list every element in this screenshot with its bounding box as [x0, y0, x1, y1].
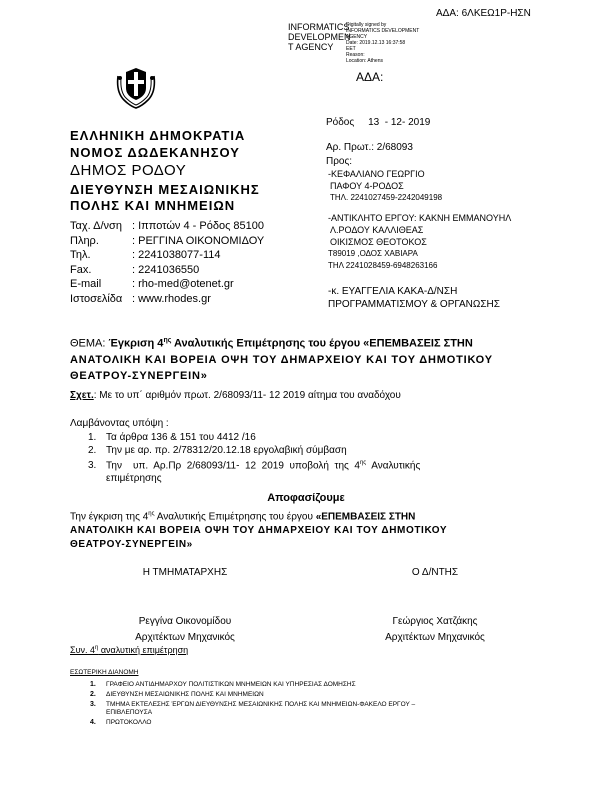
list-item	[88, 444, 558, 457]
decision-sup: ης	[148, 511, 155, 517]
list-item	[90, 718, 415, 728]
contact-website[interactable]: : www.rhodes.gr	[132, 292, 211, 305]
decision-line-2: ΑΝΑΤΟΛΙΚΗ ΚΑΙ ΒΟΡΕΙΑ ΟΨΗ ΤΟΥ ΔΗΜΑΡΧΕΙΟΥ ΚΑΙ ΤΟΥ ΔΗΜΟΤΙΚΟΥ	[70, 525, 448, 537]
item-number: 1.	[88, 432, 97, 443]
right-signatory-title: Ο Δ/ΝΤΗΣ	[411, 567, 459, 578]
item-number: 3.	[88, 460, 97, 472]
contact-row	[70, 292, 264, 307]
decision-block	[70, 507, 447, 552]
recipient-2-line: Τ89019 ,ΟΔΟΣ ΧΑΒΙΑΡΑ	[328, 249, 418, 258]
contact-value: : ΡΕΓΓΙΝΑ ΟΙΚΟΝΟΜΙΔΟΥ	[132, 234, 265, 247]
subject-label: ΘΕΜΑ:	[70, 337, 109, 350]
recipient-2-line: ΤΗΛ 2241028459-6948263166	[328, 261, 438, 270]
left-signatory-role: Αρχιτέκτων Μηχανικός	[135, 632, 235, 643]
recipient-1-line: ΠΑΦΟΥ 4-ΡΟΔΟΣ	[330, 181, 404, 191]
sig-line-2: INFORMATICS DEVELOPMENT	[346, 28, 420, 34]
subject-text-post: Αναλυτικής Επιμέτρησης του έργου «ΕΠΕΜΒΑΣΕΙΣ ΣΤΗΝ	[171, 337, 473, 350]
right-signatory-role: Αρχιτέκτων Μηχανικός	[385, 632, 485, 643]
subject-line-1	[70, 333, 493, 352]
contact-value: : 2241036550	[132, 263, 200, 276]
protocol-number: Αρ. Πρωτ.: 2/68093	[326, 142, 413, 153]
ada-label: ΑΔΑ:	[356, 70, 384, 84]
contact-value: : Ιπποτών 4 - Ρόδος 85100	[132, 220, 265, 232]
agency-line-1: INFORMATICS	[288, 22, 350, 32]
sig-line-1: Digitally signed by	[346, 22, 387, 28]
decision-text: Την έγκριση της 4	[70, 511, 149, 523]
recipient-3-line: -κ. ΕΥΑΓΓΕΛΙΑ ΚΑΚΑ-Δ/ΝΣΗ	[328, 286, 458, 297]
decision-line-3: ΘΕΑΤΡΟΥ-ΣΥΝΕΡΓΕΙΝ»	[70, 539, 193, 551]
subject-block	[70, 333, 493, 384]
recipient-2-line: ΟΙΚΙΣΜΟΣ ΘΕΟΤΟΚΟΣ	[330, 237, 427, 247]
item-text: ΤΜΗΜΑ ΕΚΤΕΛΕΣΗΣ ΈΡΓΩΝ ΔΙΕΥΘΥΝΣΗΣ ΜΕΣΑΙΩΝΙΚΗΣ ΠΟΛΗΣ ΚΑΙ ΜΝΗΜΕΙΩΝ-ΦΑΚΕΛΟ ΕΡΓΟΥ –	[106, 701, 416, 708]
contact-label: Ταχ. Δ/νση	[70, 220, 122, 232]
recipient-3	[328, 285, 500, 311]
recipient-1-line: ΤΗΛ. 2241027459-2242049198	[330, 193, 443, 202]
considering-list	[88, 431, 558, 485]
attachment-note	[70, 645, 188, 655]
distribution-list	[90, 680, 415, 728]
attachment-sup: η	[95, 645, 99, 651]
place-date: Ρόδος 13 - 12- 2019	[326, 117, 431, 128]
recipient-2	[328, 212, 511, 272]
contact-row	[70, 277, 264, 292]
sig-line-4: Date: 2019.12.13 16:37:58	[346, 40, 406, 46]
item-number: 4.	[90, 719, 96, 726]
item-text: ΠΡΩΤΟΚΟΛΛΟ	[106, 719, 152, 726]
item-text-continued: ΕΠΙΒΛΕΠΟΥΣΑ	[106, 709, 153, 716]
directorate-heading-1: ΔΙΕΥΘΥΝΣΗ ΜΕΣΑΙΩΝΙΚΗΣ	[70, 182, 260, 197]
sig-line-7: Location: Athens	[346, 58, 383, 64]
recipient-2-line: -ΑΝΤΙΚΛΗΤΟ ΕΡΓΟΥ: ΚΑΚΝΗ ΕΜΜΑΝΟΥΗΛ	[328, 213, 512, 223]
item-number: 3.	[90, 701, 96, 708]
distribution-heading: ΕΣΩΤΕΡΙΚΗ ΔΙΑΝΟΜΗ	[70, 669, 139, 676]
prefecture-heading: ΝΟΜΟΣ ΔΩΔΕΚΑΝΗΣΟΥ	[70, 145, 240, 160]
contact-value: : 2241038077-114	[132, 249, 221, 261]
decision-heading: Αποφασίζουμε	[267, 492, 345, 504]
list-item	[90, 680, 415, 690]
item-text-continued: επιμέτρησης	[106, 473, 162, 485]
country-heading: ΕΛΛΗΝΙΚΗ ΔΗΜΟΚΡΑΤΙΑ	[70, 128, 246, 143]
ada-top-code: ΑΔΑ: 6ΛΚΕΩ1Ρ-ΗΣΝ	[436, 8, 531, 19]
item-text: ΔΙΕΥΘΥΝΣΗ ΜΕΣΑΙΩΝΙΚΗΣ ΠΟΛΗΣ ΚΑΙ ΜΝΗΜΕΙΩΝ	[106, 691, 264, 698]
contact-label: E-mail	[70, 278, 102, 290]
decision-line-1	[70, 507, 447, 524]
related-label: Σχετ.	[70, 390, 94, 401]
agency-line-2: DEVELOPMEN	[288, 32, 351, 42]
left-signatory-name: Ρεγγίνα Οικονομίδου	[138, 616, 232, 627]
attachment-text: Συν. 4	[70, 645, 95, 655]
recipient-1	[328, 168, 442, 204]
contact-row	[70, 248, 264, 263]
decision-text: Αναλυτικής Επιμέτρησης του έργου	[154, 511, 316, 523]
considering-heading: Λαμβάνοντας υπόψη :	[70, 418, 169, 429]
item-sup: ης	[359, 460, 367, 466]
item-number: 2.	[90, 691, 96, 698]
contact-row	[70, 219, 264, 234]
digital-signature-block	[346, 22, 419, 64]
recipient-3-line: ΠΡΟΓΡΑΜΜΑΤΙΣΜΟΥ & ΟΡΓΑΝΩΣΗΣ	[328, 299, 500, 310]
contact-row	[70, 234, 264, 249]
contact-label: Ιστοσελίδα	[70, 292, 123, 305]
contact-block	[70, 219, 264, 306]
related-line	[70, 390, 401, 401]
subject-text-pre: Έγκριση 4	[108, 337, 164, 350]
decision-project: «ΕΠΕΜΒΑΣΕΙΣ ΣΤΗΝ	[315, 511, 416, 523]
item-text: Την υπ. Αρ.Πρ 2/68093/11- 12 2019 υποβολή της 4	[106, 460, 360, 472]
contact-row	[70, 263, 264, 278]
item-number: 2.	[88, 445, 97, 456]
item-text: Αναλυτικής	[366, 460, 421, 472]
list-item	[90, 690, 415, 700]
item-text: Τα άρθρα 136 & 151 του 4412 /16	[106, 432, 256, 443]
sig-line-3: AGENCY	[346, 34, 368, 40]
recipient-1-line: -ΚΕΦΑΛΙΑΝΟ ΓΕΩΡΓΙΟ	[328, 169, 425, 179]
right-signatory-name: Γεώργιος Χατζάκης	[392, 616, 478, 627]
list-item	[88, 431, 558, 444]
sig-line-5: EET	[346, 46, 356, 52]
recipient-2-line: Λ.ΡΟΔΟΥ ΚΑΛΛΙΘΕΑΣ	[330, 225, 424, 235]
directorate-heading-2: ΠΟΛΗΣ ΚΑΙ ΜΝΗΜΕΙΩΝ	[70, 198, 236, 213]
attachment-text: αναλυτική επιμέτρηση	[98, 645, 189, 655]
municipality-heading: ΔΗΜΟΣ ΡΟΔΟΥ	[70, 162, 187, 179]
subject-line-3: ΘΕΑΤΡΟΥ-ΣΥΝΕΡΓΕΙΝ»	[70, 369, 208, 382]
contact-label: Τηλ.	[70, 249, 91, 261]
sig-line-6: Reason:	[346, 52, 365, 58]
left-signatory-title: Η ΤΜΗΜΑΤΑΡΧΗΣ	[142, 567, 228, 578]
agency-line-3: T AGENCY	[288, 42, 334, 52]
contact-email[interactable]: : rho-med@otenet.gr	[132, 278, 234, 290]
agency-stamp	[288, 22, 351, 52]
list-item	[88, 457, 558, 472]
item-number: 1.	[90, 681, 96, 688]
contact-label: Fax.	[70, 263, 92, 276]
related-text: : Με το υπ΄ αριθμόν πρωτ. 2/68093/11- 12 2019 αίτημα του αναδόχου	[93, 390, 401, 401]
item-text: ΓΡΑΦΕΙΟ ΑΝΤΙΔΗΜΑΡΧΟΥ ΠΟΛΙΤΙΣΤΙΚΩΝ ΜΝΗΜΕΙΩΝ ΚΑΙ ΥΠΗΡΕΣΙΑΣ ΔΟΜΗΣΗΣ	[106, 681, 356, 688]
item-text: Την με αρ. πρ. 2/78312/20.12.18 εργολαβική σύμβαση	[106, 445, 347, 456]
subject-sup: ης	[163, 337, 172, 344]
contact-label: Πληρ.	[70, 234, 99, 247]
subject-line-2: ΑΝΑΤΟΛΙΚΗ ΚΑΙ ΒΟΡΕΙΑ ΟΨΗ ΤΟΥ ΔΗΜΑΡΧΕΙΟΥ ΚΑΙ ΤΟΥ ΔΗΜΟΤΙΚΟΥ	[70, 353, 493, 366]
hellenic-emblem-icon	[112, 62, 160, 110]
recipients-label: Προς:	[326, 156, 353, 167]
